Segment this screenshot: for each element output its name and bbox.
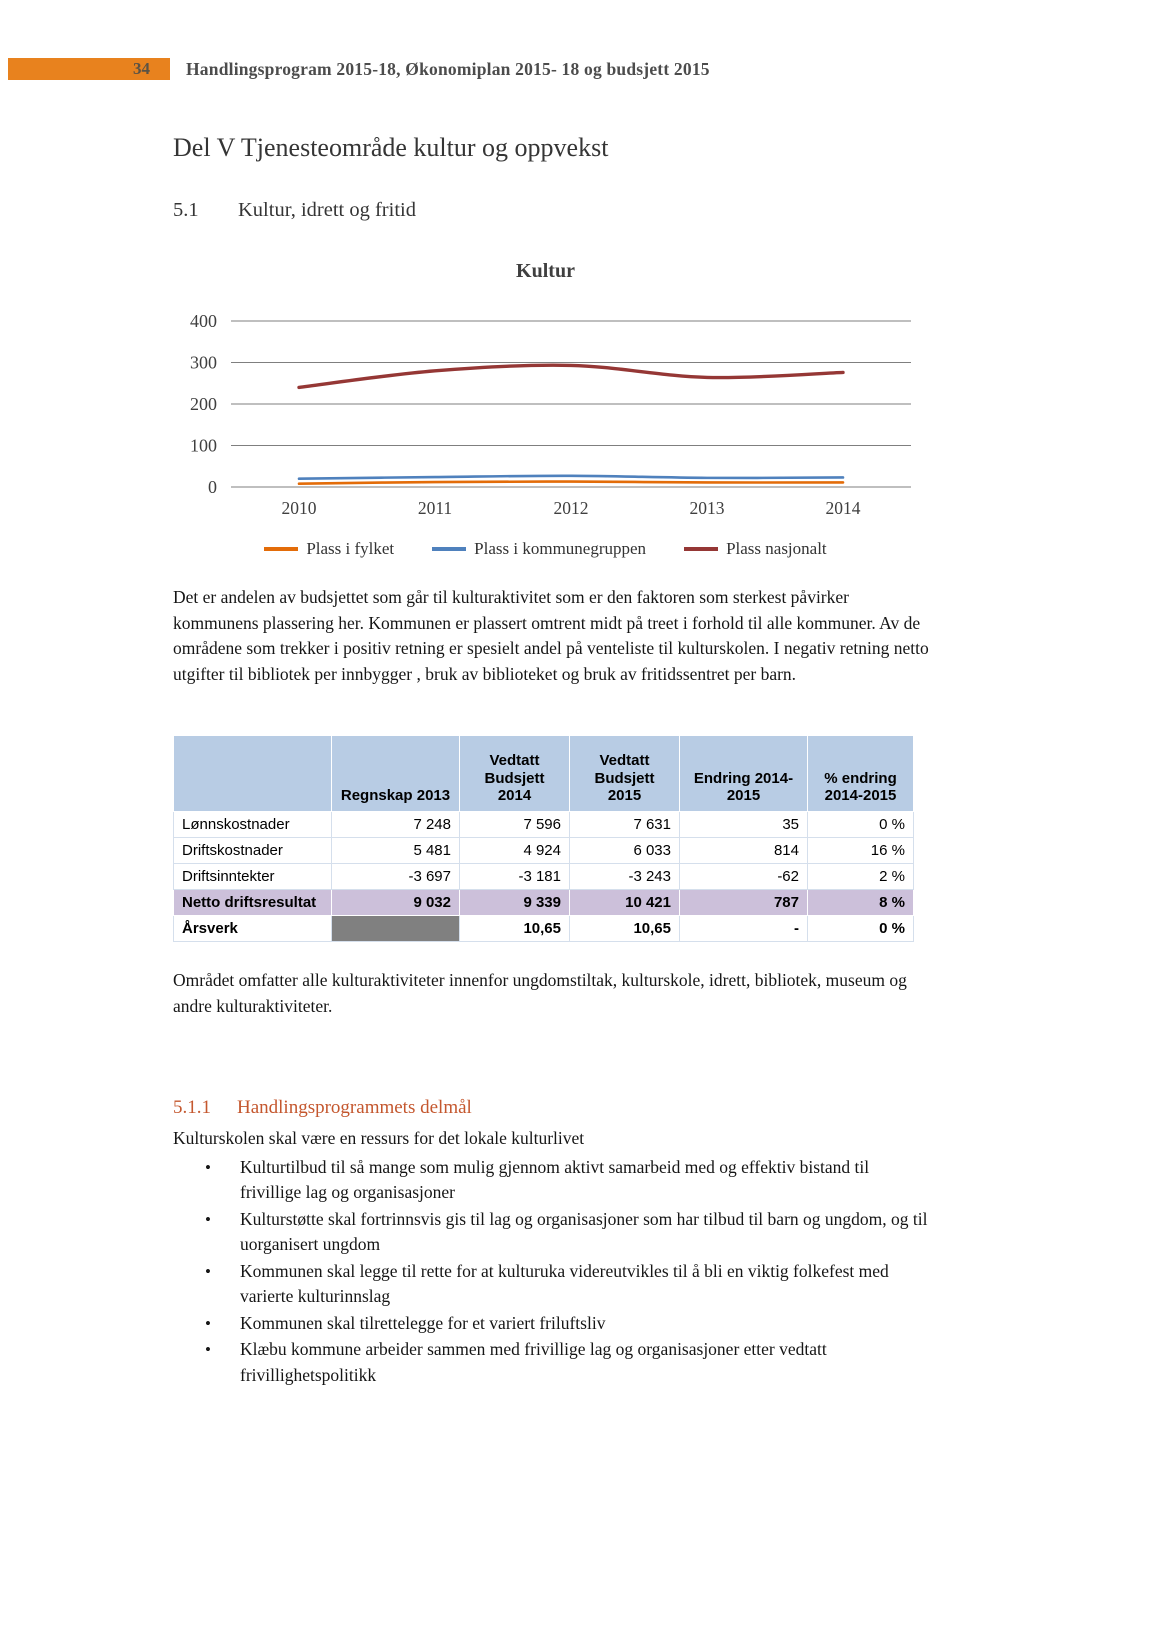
x-axis-tick-label: 2012 bbox=[553, 498, 589, 518]
table-header-cell bbox=[174, 736, 332, 812]
table-cell bbox=[332, 916, 460, 942]
y-axis-tick-label: 0 bbox=[208, 477, 217, 497]
table-row bbox=[174, 864, 914, 890]
table-cell: 10 421 bbox=[570, 890, 680, 916]
chart-plot-area bbox=[173, 309, 918, 521]
chart-legend bbox=[173, 539, 918, 559]
y-axis-tick-label: 200 bbox=[190, 394, 217, 414]
legend-item bbox=[432, 539, 646, 559]
table-row bbox=[174, 838, 914, 864]
legend-swatch-icon bbox=[432, 547, 466, 551]
table-cell: 0 % bbox=[808, 916, 914, 942]
table-cell: 4 924 bbox=[460, 838, 570, 864]
goal-item: • Kulturtilbud til så mange som mulig gjennom aktivt samarbeid med og effektiv bistand til frivillige lag og organisasjoner bbox=[205, 1155, 930, 1206]
table-cell: 8 % bbox=[808, 890, 914, 916]
table-cell: 9 032 bbox=[332, 890, 460, 916]
section-title: Kultur, idrett og fritid bbox=[238, 199, 416, 221]
table-cell: -3 697 bbox=[332, 864, 460, 890]
goal-item: • Kommunen skal legge til rette for at kulturuka videreutvikles til å bli en viktig folkefest med varierte kulturinnslag bbox=[205, 1259, 930, 1310]
row-label: Driftskostnader bbox=[174, 838, 332, 864]
table-cell: 9 339 bbox=[460, 890, 570, 916]
series-line bbox=[299, 365, 843, 387]
table-cell: 0 % bbox=[808, 812, 914, 838]
table-row bbox=[174, 890, 914, 916]
section-number: 5.1 bbox=[173, 199, 199, 221]
row-label: Driftsinntekter bbox=[174, 864, 332, 890]
subsection-number: 5.1.1 bbox=[173, 1097, 211, 1118]
table-cell: 16 % bbox=[808, 838, 914, 864]
table-cell: -3 181 bbox=[460, 864, 570, 890]
table-cell: 2 % bbox=[808, 864, 914, 890]
table-cell: -3 243 bbox=[570, 864, 680, 890]
section-heading bbox=[173, 199, 930, 222]
series-line bbox=[299, 476, 843, 479]
kultur-line-chart bbox=[173, 260, 918, 559]
page-number-badge bbox=[8, 58, 170, 80]
page-header bbox=[0, 57, 1158, 81]
table-header-cell: Regnskap 2013 bbox=[332, 736, 460, 812]
table-row bbox=[174, 916, 914, 942]
table-cell: -62 bbox=[680, 864, 808, 890]
x-axis-tick-label: 2010 bbox=[281, 498, 317, 518]
table-cell: 787 bbox=[680, 890, 808, 916]
table-cell: 7 596 bbox=[460, 812, 570, 838]
legend-label: Plass i fylket bbox=[306, 539, 395, 558]
x-axis-tick-label: 2014 bbox=[825, 498, 861, 518]
page-number: 34 bbox=[133, 59, 150, 78]
table-header-row bbox=[174, 736, 914, 812]
x-axis-tick-label: 2013 bbox=[689, 498, 725, 518]
table-header-cell: Vedtatt Budsjett 2015 bbox=[570, 736, 680, 812]
y-axis-tick-label: 300 bbox=[190, 352, 217, 373]
legend-item bbox=[264, 539, 394, 559]
legend-item bbox=[684, 539, 827, 559]
subsection-heading bbox=[173, 1097, 930, 1119]
goals-intro: Kulturskolen skal være en ressurs for det lokale kulturlivet bbox=[173, 1128, 585, 1148]
goal-item: • Klæbu kommune arbeider sammen med frivillige lag og organisasjoner etter vedtatt frivillighetspolitikk bbox=[205, 1337, 930, 1388]
table-cell: 10,65 bbox=[570, 916, 680, 942]
series-line bbox=[299, 482, 843, 484]
table-cell: 7 248 bbox=[332, 812, 460, 838]
analysis-paragraph: Det er andelen av budsjettet som går til kulturaktivitet som er den faktoren som sterkest påvirker kommunens plassering her. Kommunen er plassert omtrent midt på treet i forhold til alle kommuner. Av de områdene som trekker i positiv retning er spesielt andel på venteliste til kulturskolen. I negativ retning netto utgifter til bibliotek per innbygger , bruk av biblioteket og bruk av fritidssentret per barn. bbox=[173, 587, 929, 684]
document-title: Del V Tjenesteområde kultur og oppvekst bbox=[173, 133, 609, 162]
subsection-title: Handlingsprogrammets delmål bbox=[237, 1097, 472, 1118]
table-header-cell: Vedtatt Budsjett 2014 bbox=[460, 736, 570, 812]
goal-item: • Kommunen skal tilrettelegge for et variert friluftsliv bbox=[205, 1311, 930, 1337]
legend-label: Plass i kommunegruppen bbox=[474, 539, 647, 558]
legend-swatch-icon bbox=[684, 547, 718, 551]
y-axis-tick-label: 400 bbox=[190, 311, 217, 331]
x-axis-tick-label: 2011 bbox=[417, 498, 453, 518]
table-cell: 35 bbox=[680, 812, 808, 838]
content-column bbox=[173, 133, 930, 1388]
goal-list bbox=[173, 1155, 930, 1389]
table-cell: 5 481 bbox=[332, 838, 460, 864]
table-cell: 10,65 bbox=[460, 916, 570, 942]
scope-paragraph: Området omfatter alle kulturaktiviteter innenfor ungdomstiltak, kulturskole, idrett, bibliotek, museum og andre kulturaktiviteter. bbox=[173, 970, 907, 1016]
table-header-cell: % endring 2014-2015 bbox=[808, 736, 914, 812]
table-cell: - bbox=[680, 916, 808, 942]
table-cell: 7 631 bbox=[570, 812, 680, 838]
goal-item: • Kulturstøtte skal fortrinnsvis gis til lag og organisasjoner som har tilbud til barn og ungdom, og til uorganisert ungdom bbox=[205, 1207, 930, 1258]
y-axis-tick-label: 100 bbox=[190, 435, 217, 456]
legend-swatch-icon bbox=[264, 547, 298, 551]
table-header-cell: Endring 2014-2015 bbox=[680, 736, 808, 812]
legend-label: Plass nasjonalt bbox=[726, 539, 827, 558]
row-label: Årsverk bbox=[174, 916, 332, 942]
chart-title: Kultur bbox=[516, 260, 575, 282]
row-label: Lønnskostnader bbox=[174, 812, 332, 838]
budget-table bbox=[173, 735, 914, 942]
table-row bbox=[174, 812, 914, 838]
table-cell: 6 033 bbox=[570, 838, 680, 864]
table-cell: 814 bbox=[680, 838, 808, 864]
header-title: Handlingsprogram 2015-18, Økonomiplan 2015- 18 og budsjett 2015 bbox=[186, 58, 710, 79]
row-label: Netto driftsresultat bbox=[174, 890, 332, 916]
